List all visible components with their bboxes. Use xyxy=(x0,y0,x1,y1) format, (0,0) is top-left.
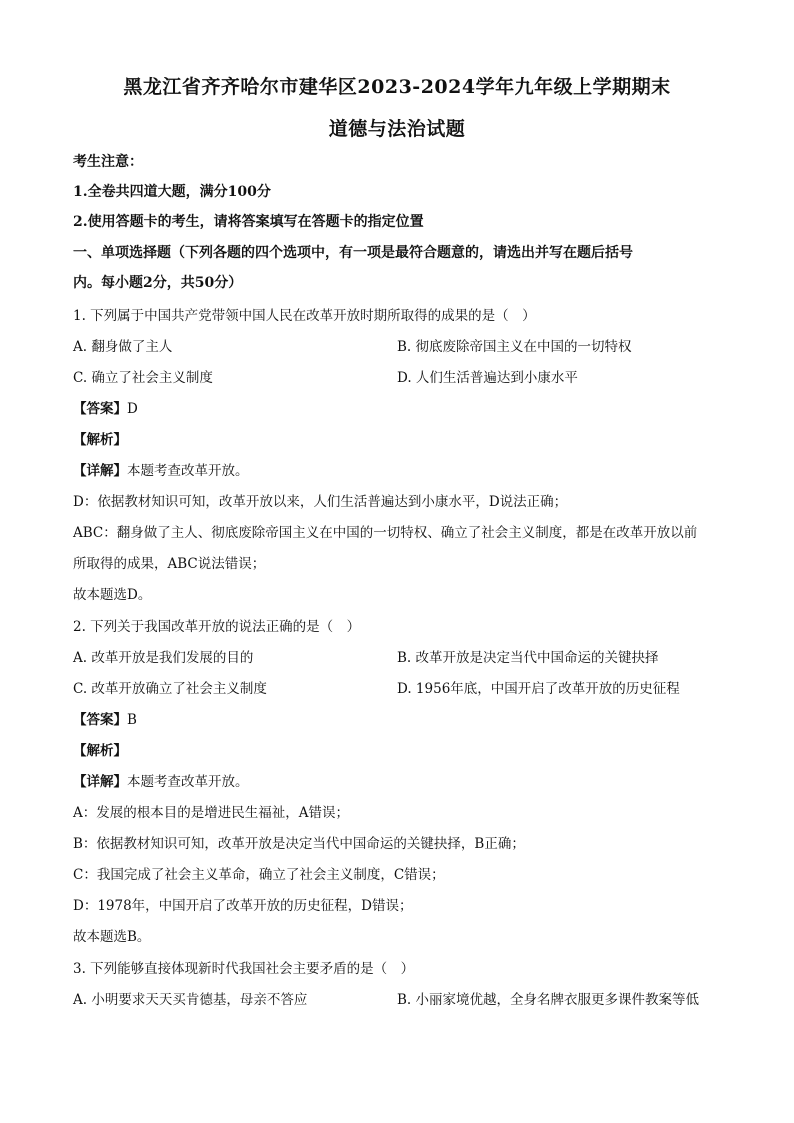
question-2-detail xyxy=(73,772,249,792)
question-2-option-b: B. 改革开放是决定当代中国命运的关键抉择 xyxy=(397,650,659,666)
question-1-analysis-label xyxy=(73,430,127,450)
answer-value: D xyxy=(127,401,138,417)
question-2-explanation-c: C：我国完成了社会主义革命，确立了社会主义制度，C错误； xyxy=(73,867,445,883)
question-1-explanation-1: D：依据教材知识可知，改革开放以来，人们生活普遍达到小康水平，D说法正确； xyxy=(73,494,568,510)
detail-text: 本题考查改革开放。 xyxy=(127,463,249,479)
detail-label: 【详解】 xyxy=(73,463,127,479)
analysis-label: 【解析】 xyxy=(73,743,127,759)
question-2-explanation-d: D：1978年，中国开启了改革开放的历史征程，D错误； xyxy=(73,898,413,914)
question-2-option-c: C. 改革开放确立了社会主义制度 xyxy=(73,681,267,697)
notice-heading: 考生注意： xyxy=(73,154,143,170)
document-title: 黑龙江省齐齐哈尔市建华区2023-2024学年九年级上学期期末 xyxy=(123,76,671,98)
question-2-explanation-a: A：发展的根本目的是增进民生福祉，A错误； xyxy=(73,805,349,821)
document-subtitle: 道德与法治试题 xyxy=(328,118,466,140)
question-1-option-b: B. 彻底废除帝国主义在中国的一切特权 xyxy=(397,339,632,355)
question-1-option-a: A. 翻身做了主人 xyxy=(73,339,173,355)
answer-value: B xyxy=(127,712,137,728)
question-3-stem: 3. 下列能够直接体现新时代我国社会主要矛盾的是（ ） xyxy=(73,961,415,977)
question-2-stem: 2. 下列关于我国改革开放的说法正确的是（ ） xyxy=(73,619,361,635)
question-3-option-a: A. 小明要求天天买肯德基，母亲不答应 xyxy=(73,992,308,1008)
analysis-label: 【解析】 xyxy=(73,432,127,448)
question-2-answer xyxy=(73,710,137,730)
question-2-option-d: D. 1956年底，中国开启了改革开放的历史征程 xyxy=(397,681,680,697)
question-1-option-d: D. 人们生活普遍达到小康水平 xyxy=(397,370,578,386)
question-1-answer xyxy=(73,399,138,419)
notice-item-1: 1.全卷共四道大题，满分100分 xyxy=(73,184,271,200)
question-2-option-a: A. 改革开放是我们发展的目的 xyxy=(73,650,254,666)
answer-label: 【答案】 xyxy=(73,401,127,417)
question-1-explanation-2b: 所取得的成果，ABC说法错误； xyxy=(73,556,266,572)
question-1-option-c: C. 确立了社会主义制度 xyxy=(73,370,213,386)
question-2-conclusion: 故本题选B。 xyxy=(73,929,151,945)
detail-text: 本题考查改革开放。 xyxy=(127,774,249,790)
answer-label: 【答案】 xyxy=(73,712,127,728)
question-2-explanation-b: B：依据教材知识可知，改革开放是决定当代中国命运的关键抉择，B正确； xyxy=(73,836,525,852)
section-heading-line-1: 一、单项选择题（下列各题的四个选项中，有一项是最符合题意的，请选出并写在题后括号 xyxy=(73,245,633,261)
question-1-stem: 1. 下列属于中国共产党带领中国人民在改革开放时期所取得的成果的是（ ） xyxy=(73,308,536,324)
section-heading-line-2: 内。每小题2分，共50分） xyxy=(73,275,243,291)
question-2-analysis-label xyxy=(73,741,127,761)
question-1-conclusion: 故本题选D。 xyxy=(73,587,152,603)
question-1-explanation-2a: ABC：翻身做了主人、彻底废除帝国主义在中国的一切特权、确立了社会主义制度，都是在改革开放以前 xyxy=(73,525,698,541)
detail-label: 【详解】 xyxy=(73,774,127,790)
question-1-detail xyxy=(73,461,249,481)
notice-item-2: 2.使用答题卡的考生，请将答案填写在答题卡的指定位置 xyxy=(73,214,424,230)
question-3-option-b: B. 小丽家境优越，全身名牌衣服更多课件教案等低 xyxy=(397,992,700,1008)
